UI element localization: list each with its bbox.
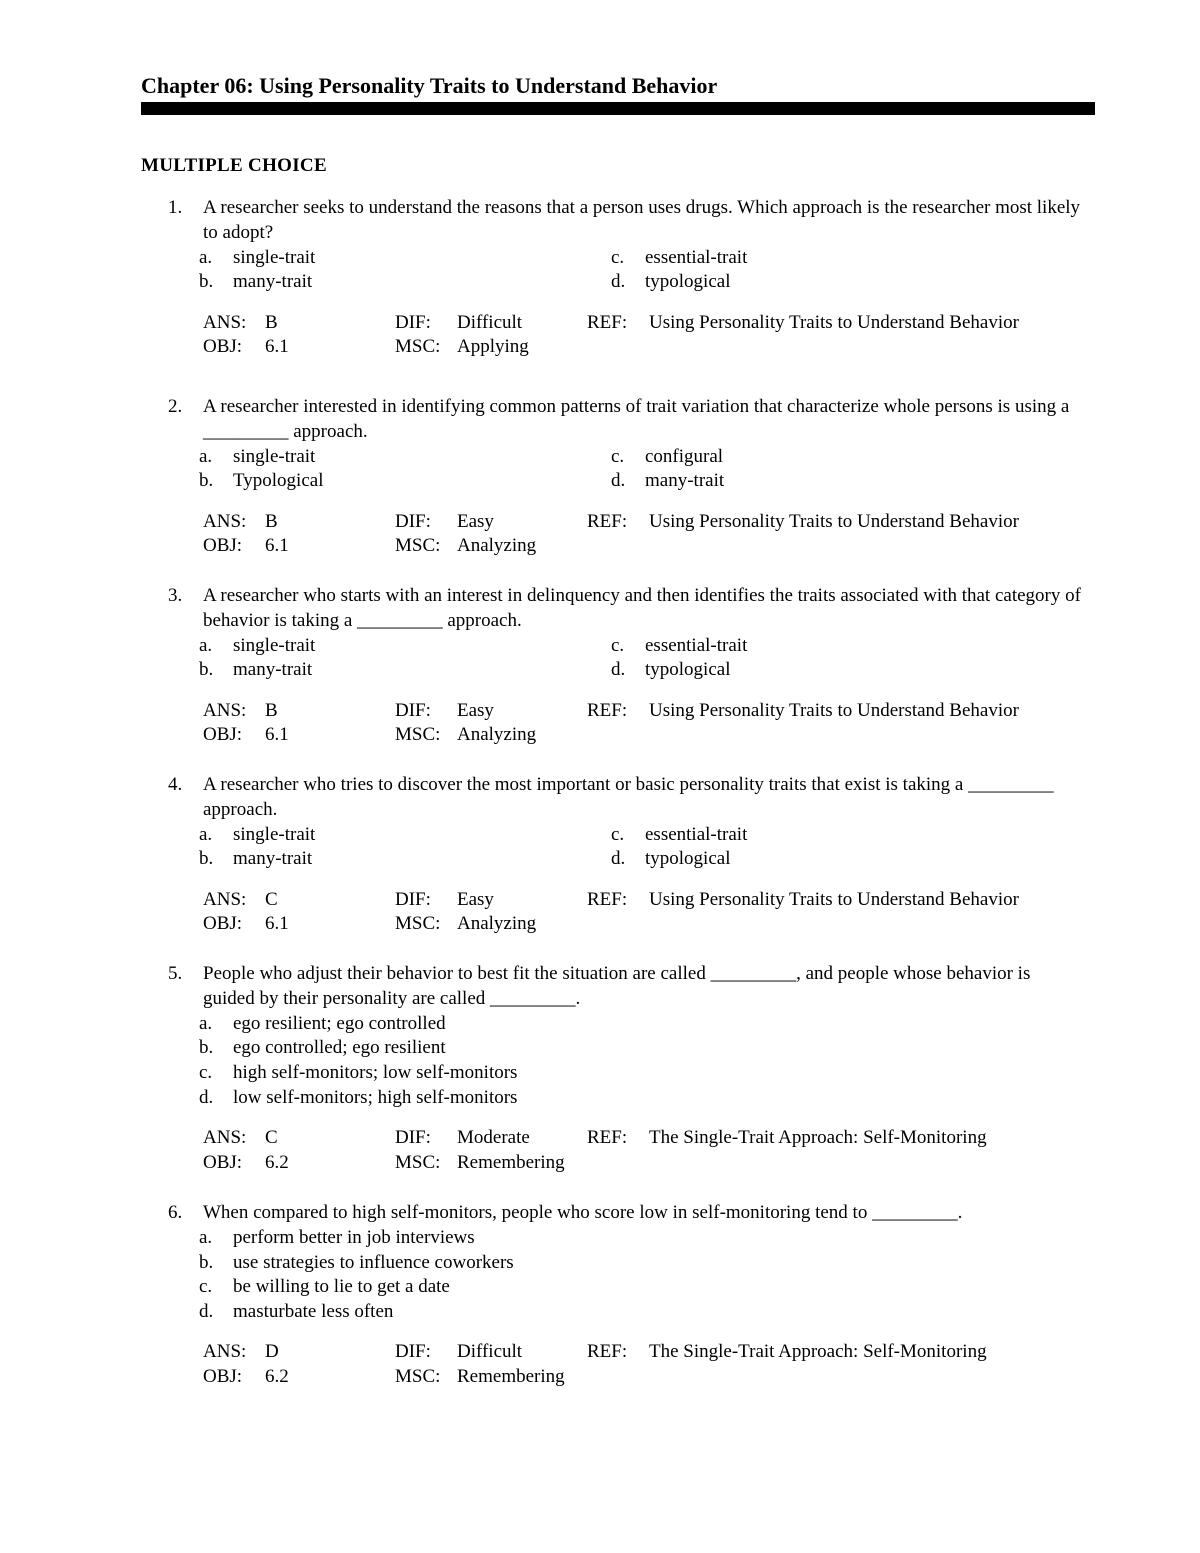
answer-choice — [611, 847, 1011, 872]
difficulty — [395, 888, 587, 913]
answer-choice — [199, 469, 611, 494]
answer-key-value: D — [265, 1341, 279, 1363]
objective-value: 6.1 — [265, 724, 289, 746]
choice-letter: d. — [611, 848, 626, 870]
difficulty-label: DIF: — [395, 699, 431, 721]
difficulty-value: Easy — [457, 510, 494, 532]
question-text: A researcher who tries to discover the most important or basic personality traits that exist is taking a _________ approach. — [203, 774, 1054, 820]
question-text: People who adjust their behavior to best fit the situation are called _________, and people whose behavior is guided by their personality are called _________. — [203, 963, 1031, 1009]
choice-letter: b. — [199, 659, 214, 681]
question-item — [141, 196, 1095, 360]
objective-value: 6.1 — [265, 913, 289, 935]
choice-text: single-trait — [233, 445, 316, 467]
reference — [587, 311, 1087, 336]
skill-category-label: MSC: — [395, 724, 441, 746]
reference — [587, 888, 1087, 913]
choice-text: single-trait — [233, 246, 316, 268]
answer-key-value: C — [265, 1127, 278, 1149]
question-item — [141, 584, 1095, 748]
objective — [203, 1151, 395, 1176]
reference-label: REF: — [587, 888, 628, 910]
answer-metadata — [203, 510, 1095, 560]
answer-choice — [199, 658, 611, 683]
question-item — [141, 395, 1095, 559]
reference-value: The Single-Trait Approach: Self-Monitoring — [649, 1127, 987, 1149]
skill-category — [395, 912, 587, 937]
difficulty-label: DIF: — [395, 311, 431, 333]
answer-choices — [199, 246, 1095, 296]
answer-choice — [199, 1275, 1095, 1300]
difficulty — [395, 311, 587, 336]
choice-text: ego resilient; ego controlled — [233, 1012, 446, 1034]
skill-category — [395, 723, 587, 748]
choice-letter: d. — [199, 1086, 214, 1108]
answer-key-value: B — [265, 699, 278, 721]
answer-key-label: ANS: — [203, 1127, 247, 1149]
question-number: 4. — [168, 774, 183, 795]
choice-text: Typological — [233, 470, 324, 492]
answer-choice — [199, 1086, 1095, 1111]
skill-category — [395, 335, 587, 360]
difficulty-value: Difficult — [457, 311, 523, 333]
answer-choices — [199, 1012, 1095, 1111]
choice-text: use strategies to influence coworkers — [233, 1251, 514, 1273]
skill-category-value: Remembering — [457, 1366, 565, 1388]
answer-choices — [199, 634, 1095, 684]
choice-letter: a. — [199, 1226, 213, 1248]
choice-letter: a. — [199, 246, 213, 268]
objective — [203, 912, 395, 937]
chapter-title: Chapter 06: Using Personality Traits to Understand Behavior — [141, 73, 718, 98]
choice-text: single-trait — [233, 634, 316, 656]
answer-choice — [199, 246, 611, 271]
answer-choice — [611, 634, 1011, 659]
answer-metadata — [203, 1340, 1095, 1390]
choice-text: high self-monitors; low self-monitors — [233, 1062, 518, 1084]
difficulty — [395, 1126, 587, 1151]
answer-choice — [199, 634, 611, 659]
question-number: 3. — [168, 585, 183, 606]
choice-letter: a. — [199, 1012, 213, 1034]
answer-choice — [199, 847, 611, 872]
choice-text: essential-trait — [645, 823, 748, 845]
answer-choice — [611, 270, 1011, 295]
choice-text: many-trait — [233, 848, 313, 870]
answer-choice — [199, 1300, 1095, 1325]
choice-text: many-trait — [645, 470, 725, 492]
skill-category-label: MSC: — [395, 1152, 441, 1174]
answer-key-value: C — [265, 888, 278, 910]
skill-category — [395, 534, 587, 559]
answer-key — [203, 699, 395, 724]
reference-label: REF: — [587, 699, 628, 721]
skill-category — [395, 1151, 587, 1176]
choice-text: configural — [645, 445, 724, 467]
choice-text: typological — [645, 848, 731, 870]
skill-category-value: Analyzing — [457, 724, 537, 746]
answer-choice — [199, 1251, 1095, 1276]
choice-letter: c. — [199, 1062, 213, 1084]
choice-letter: b. — [199, 1037, 214, 1059]
question-item — [141, 773, 1095, 937]
answer-choice — [611, 445, 1011, 470]
choice-letter: d. — [199, 1301, 214, 1323]
choice-text: typological — [645, 659, 731, 681]
choice-letter: c. — [199, 1276, 213, 1298]
difficulty — [395, 1340, 587, 1365]
objective-value: 6.1 — [265, 336, 289, 358]
choice-letter: a. — [199, 823, 213, 845]
choice-text: low self-monitors; high self-monitors — [233, 1086, 518, 1108]
choice-letter: c. — [611, 445, 625, 467]
answer-choice — [199, 1012, 1095, 1037]
answer-choice — [199, 270, 611, 295]
question-text: A researcher interested in identifying common patterns of trait variation that characterize whole persons is using a _________ approach. — [203, 396, 1070, 442]
skill-category-label: MSC: — [395, 336, 441, 358]
question-text: A researcher who starts with an interest in delinquency and then identifies the traits associated with that category of behavior is taking a _________ approach. — [203, 585, 1081, 631]
reference-label: REF: — [587, 1341, 628, 1363]
reference-value: Using Personality Traits to Understand Behavior — [649, 699, 1019, 721]
choice-letter: c. — [611, 246, 625, 268]
answer-key — [203, 888, 395, 913]
answer-key-value: B — [265, 311, 278, 333]
choice-letter: a. — [199, 634, 213, 656]
choice-letter: c. — [611, 634, 625, 656]
difficulty-value: Moderate — [457, 1127, 530, 1149]
answer-choice — [199, 1226, 1095, 1251]
answer-key — [203, 1126, 395, 1151]
difficulty-value: Easy — [457, 699, 494, 721]
choice-text: be willing to lie to get a date — [233, 1276, 450, 1298]
section-heading: MULTIPLE CHOICE — [141, 155, 327, 176]
document-page — [141, 70, 1095, 1388]
choice-letter: b. — [199, 1251, 214, 1273]
answer-choice — [611, 823, 1011, 848]
answer-choice — [611, 246, 1011, 271]
skill-category-value: Applying — [457, 336, 529, 358]
choice-text: many-trait — [233, 659, 313, 681]
title-rule — [141, 102, 1095, 115]
difficulty-value: Difficult — [457, 1341, 523, 1363]
difficulty-label: DIF: — [395, 1341, 431, 1363]
answer-choices — [199, 1226, 1095, 1325]
skill-category-value: Analyzing — [457, 913, 537, 935]
choice-text: essential-trait — [645, 634, 748, 656]
answer-choice — [199, 445, 611, 470]
choice-letter: b. — [199, 470, 214, 492]
reference-value: The Single-Trait Approach: Self-Monitoring — [649, 1341, 987, 1363]
choice-text: masturbate less often — [233, 1301, 394, 1323]
choice-text: many-trait — [233, 271, 313, 293]
reference-value: Using Personality Traits to Understand Behavior — [649, 311, 1019, 333]
answer-key — [203, 311, 395, 336]
question-text: A researcher seeks to understand the reasons that a person uses drugs. Which approach is the researcher most likely to adopt? — [203, 197, 1081, 243]
answer-choice — [199, 1061, 1095, 1086]
objective-label: OBJ: — [203, 1152, 243, 1174]
choice-text: perform better in job interviews — [233, 1226, 475, 1248]
answer-choice — [611, 658, 1011, 683]
question-number: 1. — [168, 197, 183, 218]
objective-label: OBJ: — [203, 913, 243, 935]
answer-choices — [199, 823, 1095, 873]
choice-letter: d. — [611, 659, 626, 681]
difficulty — [395, 699, 587, 724]
answer-metadata — [203, 1126, 1095, 1176]
objective-value: 6.2 — [265, 1152, 289, 1174]
reference — [587, 1340, 1087, 1365]
reference — [587, 510, 1087, 535]
choice-letter: d. — [611, 470, 626, 492]
skill-category-value: Analyzing — [457, 535, 537, 557]
objective — [203, 1365, 395, 1390]
objective — [203, 723, 395, 748]
question-number: 2. — [168, 396, 183, 417]
difficulty-label: DIF: — [395, 510, 431, 532]
answer-key-label: ANS: — [203, 1341, 247, 1363]
reference-label: REF: — [587, 1127, 628, 1149]
choice-text: single-trait — [233, 823, 316, 845]
choice-text: essential-trait — [645, 246, 748, 268]
reference-label: REF: — [587, 510, 628, 532]
objective-label: OBJ: — [203, 336, 243, 358]
objective-label: OBJ: — [203, 724, 243, 746]
answer-key — [203, 510, 395, 535]
choice-letter: b. — [199, 848, 214, 870]
objective — [203, 335, 395, 360]
objective-value: 6.2 — [265, 1366, 289, 1388]
answer-choice — [199, 823, 611, 848]
choice-letter: b. — [199, 271, 214, 293]
reference-value: Using Personality Traits to Understand Behavior — [649, 888, 1019, 910]
answer-key-label: ANS: — [203, 888, 247, 910]
answer-choice — [199, 1036, 1095, 1061]
choice-letter: d. — [611, 271, 626, 293]
answer-key-label: ANS: — [203, 311, 247, 333]
answer-metadata — [203, 311, 1095, 361]
difficulty-label: DIF: — [395, 888, 431, 910]
objective-value: 6.1 — [265, 535, 289, 557]
objective — [203, 534, 395, 559]
difficulty-value: Easy — [457, 888, 494, 910]
skill-category-label: MSC: — [395, 913, 441, 935]
reference-value: Using Personality Traits to Understand Behavior — [649, 510, 1019, 532]
reference — [587, 699, 1087, 724]
answer-metadata — [203, 888, 1095, 938]
question-item — [141, 1201, 1095, 1390]
question-number: 5. — [168, 963, 183, 984]
answer-key — [203, 1340, 395, 1365]
question-number: 6. — [168, 1202, 183, 1223]
answer-key-value: B — [265, 510, 278, 532]
skill-category-label: MSC: — [395, 535, 441, 557]
difficulty — [395, 510, 587, 535]
question-text: When compared to high self-monitors, people who score low in self-monitoring tend to _________. — [203, 1202, 963, 1223]
objective-label: OBJ: — [203, 535, 243, 557]
choice-text: typological — [645, 271, 731, 293]
choice-letter: c. — [611, 823, 625, 845]
objective-label: OBJ: — [203, 1366, 243, 1388]
choice-letter: a. — [199, 445, 213, 467]
skill-category — [395, 1365, 587, 1390]
reference-label: REF: — [587, 311, 628, 333]
choice-text: ego controlled; ego resilient — [233, 1037, 446, 1059]
answer-key-label: ANS: — [203, 699, 247, 721]
skill-category-label: MSC: — [395, 1366, 441, 1388]
answer-metadata — [203, 699, 1095, 749]
difficulty-label: DIF: — [395, 1127, 431, 1149]
answer-choices — [199, 445, 1095, 495]
answer-choice — [611, 469, 1011, 494]
skill-category-value: Remembering — [457, 1152, 565, 1174]
answer-key-label: ANS: — [203, 510, 247, 532]
question-item — [141, 962, 1095, 1176]
reference — [587, 1126, 1087, 1151]
